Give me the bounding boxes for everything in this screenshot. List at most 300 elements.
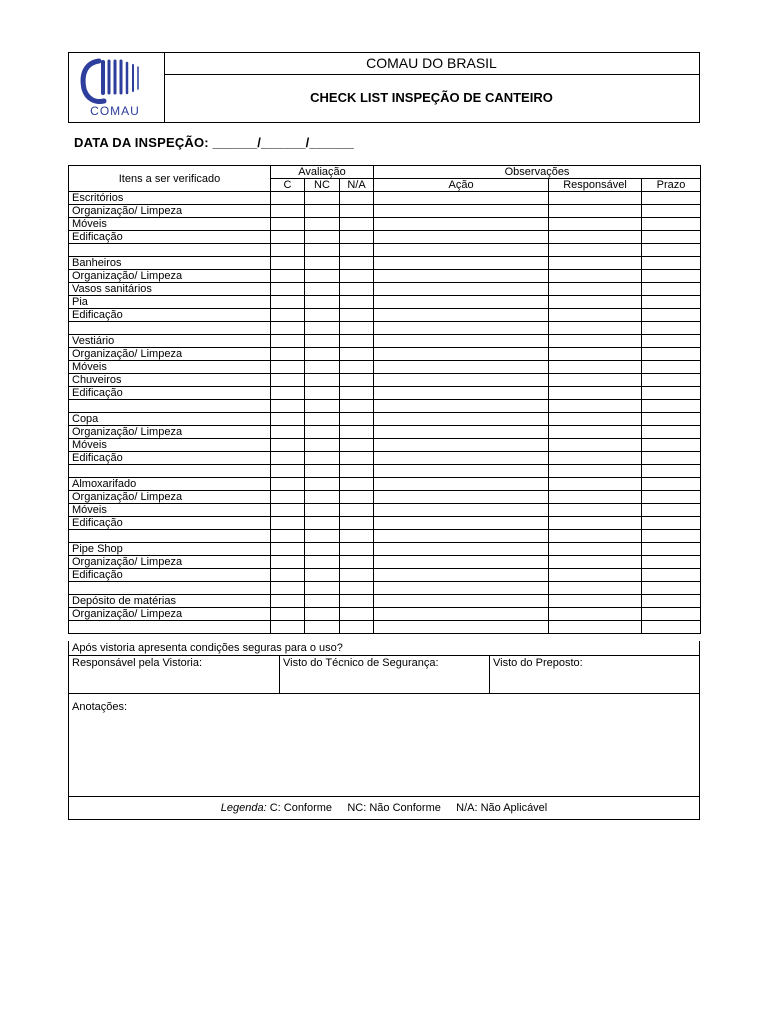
legend xyxy=(69,797,699,819)
cell-responsavel[interactable] xyxy=(549,270,642,283)
col-responsavel: Responsável xyxy=(549,179,642,192)
item-label xyxy=(69,244,271,257)
cell-na[interactable] xyxy=(340,504,374,517)
cell-nc[interactable] xyxy=(305,452,340,465)
responsavel-vistoria-label: Responsável pela Vistoria: xyxy=(72,657,203,669)
item-label xyxy=(69,465,271,478)
cell-acao[interactable] xyxy=(374,608,549,621)
col-acao: Ação xyxy=(374,179,549,192)
cell-c[interactable] xyxy=(271,231,305,244)
cell-na[interactable] xyxy=(340,452,374,465)
table-row xyxy=(69,309,701,322)
cell-prazo[interactable] xyxy=(642,413,701,426)
cell-prazo[interactable] xyxy=(642,205,701,218)
cell-prazo[interactable] xyxy=(642,335,701,348)
cell-na[interactable] xyxy=(340,309,374,322)
cell-prazo[interactable] xyxy=(642,621,701,634)
checklist-table xyxy=(68,165,701,634)
table-row xyxy=(69,517,701,530)
cell-acao[interactable] xyxy=(374,335,549,348)
cell-responsavel[interactable] xyxy=(549,257,642,270)
cell-prazo[interactable] xyxy=(642,595,701,608)
table-row xyxy=(69,426,701,439)
cell-prazo[interactable] xyxy=(642,257,701,270)
cell-nc[interactable] xyxy=(305,517,340,530)
cell-acao[interactable] xyxy=(374,296,549,309)
items-header: Itens a ser verificado xyxy=(69,166,271,192)
cell-acao[interactable] xyxy=(374,283,549,296)
cell-c[interactable] xyxy=(271,283,305,296)
cell-c[interactable] xyxy=(271,452,305,465)
cell-acao[interactable] xyxy=(374,478,549,491)
cell-prazo[interactable] xyxy=(642,231,701,244)
cell-na[interactable] xyxy=(340,530,374,543)
cell-responsavel[interactable] xyxy=(549,543,642,556)
item-label: Móveis xyxy=(69,218,271,231)
cell-c[interactable] xyxy=(271,491,305,504)
anotacoes-label: Anotações: xyxy=(72,701,128,713)
cell-prazo[interactable] xyxy=(642,478,701,491)
cell-nc[interactable] xyxy=(305,244,340,257)
table-row xyxy=(69,543,701,556)
signature-row xyxy=(69,656,699,694)
cell-c[interactable] xyxy=(271,426,305,439)
cell-na[interactable] xyxy=(340,439,374,452)
cell-nc[interactable] xyxy=(305,478,340,491)
cell-responsavel[interactable] xyxy=(549,530,642,543)
cell-acao[interactable] xyxy=(374,517,549,530)
cell-c[interactable] xyxy=(271,608,305,621)
cell-na[interactable] xyxy=(340,283,374,296)
cell-c[interactable] xyxy=(271,257,305,270)
cell-nc[interactable] xyxy=(305,361,340,374)
cell-responsavel[interactable] xyxy=(549,231,642,244)
table-row xyxy=(69,621,701,634)
cell-nc[interactable] xyxy=(305,491,340,504)
cell-c[interactable] xyxy=(271,218,305,231)
cell-c[interactable] xyxy=(271,309,305,322)
cell-nc[interactable] xyxy=(305,426,340,439)
cell-responsavel[interactable] xyxy=(549,608,642,621)
cell-prazo[interactable] xyxy=(642,296,701,309)
cell-na[interactable] xyxy=(340,270,374,283)
cell-responsavel[interactable] xyxy=(549,439,642,452)
cell-nc[interactable] xyxy=(305,569,340,582)
cell-c[interactable] xyxy=(271,543,305,556)
cell-na[interactable] xyxy=(340,582,374,595)
cell-c[interactable] xyxy=(271,244,305,257)
cell-acao[interactable] xyxy=(374,413,549,426)
col-nc: NC xyxy=(305,179,340,192)
cell-nc[interactable] xyxy=(305,556,340,569)
table-row xyxy=(69,205,701,218)
cell-c[interactable] xyxy=(271,621,305,634)
cell-prazo[interactable] xyxy=(642,491,701,504)
cell-responsavel[interactable] xyxy=(549,322,642,335)
item-label: Copa xyxy=(69,413,271,426)
cell-responsavel[interactable] xyxy=(549,205,642,218)
item-label xyxy=(69,530,271,543)
col-na: N/A xyxy=(340,179,374,192)
cell-prazo[interactable] xyxy=(642,244,701,257)
item-label: Escritórios xyxy=(69,192,271,205)
cell-nc[interactable] xyxy=(305,582,340,595)
cell-na[interactable] xyxy=(340,322,374,335)
item-label: Edificação xyxy=(69,569,271,582)
cell-acao[interactable] xyxy=(374,218,549,231)
cell-prazo[interactable] xyxy=(642,543,701,556)
table-row xyxy=(69,335,701,348)
cell-nc[interactable] xyxy=(305,400,340,413)
cell-prazo[interactable] xyxy=(642,309,701,322)
cell-nc[interactable] xyxy=(305,465,340,478)
cell-prazo[interactable] xyxy=(642,283,701,296)
cell-prazo[interactable] xyxy=(642,400,701,413)
cell-responsavel[interactable] xyxy=(549,621,642,634)
item-label xyxy=(69,400,271,413)
table-row xyxy=(69,296,701,309)
table-row xyxy=(69,413,701,426)
cell-na[interactable] xyxy=(340,192,374,205)
item-label: Organização/ Limpeza xyxy=(69,491,271,504)
item-label: Vasos sanitários xyxy=(69,283,271,296)
cell-nc[interactable] xyxy=(305,348,340,361)
table-row xyxy=(69,374,701,387)
cell-nc[interactable] xyxy=(305,192,340,205)
cell-acao[interactable] xyxy=(374,491,549,504)
cell-nc[interactable] xyxy=(305,205,340,218)
table-row xyxy=(69,348,701,361)
table-row xyxy=(69,257,701,270)
cell-responsavel[interactable] xyxy=(549,309,642,322)
cell-responsavel[interactable] xyxy=(549,192,642,205)
cell-responsavel[interactable] xyxy=(549,595,642,608)
cell-nc[interactable] xyxy=(305,439,340,452)
cell-c[interactable] xyxy=(271,530,305,543)
cell-na[interactable] xyxy=(340,478,374,491)
table-row xyxy=(69,569,701,582)
cell-responsavel[interactable] xyxy=(549,452,642,465)
cell-acao[interactable] xyxy=(374,244,549,257)
table-row xyxy=(69,504,701,517)
table-row xyxy=(69,400,701,413)
table-row xyxy=(69,491,701,504)
cell-na[interactable] xyxy=(340,244,374,257)
cell-nc[interactable] xyxy=(305,595,340,608)
cell-na[interactable] xyxy=(340,556,374,569)
cell-acao[interactable] xyxy=(374,231,549,244)
document-header xyxy=(68,52,700,123)
cell-prazo[interactable] xyxy=(642,218,701,231)
cell-nc[interactable] xyxy=(305,374,340,387)
table-row xyxy=(69,465,701,478)
cell-c[interactable] xyxy=(271,374,305,387)
cell-na[interactable] xyxy=(340,257,374,270)
cell-c[interactable] xyxy=(271,322,305,335)
item-label: Banheiros xyxy=(69,257,271,270)
safety-question: Após vistoria apresenta condições seguras para o uso? xyxy=(69,641,699,656)
cell-acao[interactable] xyxy=(374,361,549,374)
cell-na[interactable] xyxy=(340,491,374,504)
cell-c[interactable] xyxy=(271,582,305,595)
cell-acao[interactable] xyxy=(374,348,549,361)
preposto-field[interactable] xyxy=(490,656,699,693)
company-name: COMAU DO BRASIL xyxy=(164,53,699,75)
table-row xyxy=(69,478,701,491)
cell-na[interactable] xyxy=(340,608,374,621)
item-label: Edificação xyxy=(69,452,271,465)
cell-na[interactable] xyxy=(340,348,374,361)
cell-nc[interactable] xyxy=(305,621,340,634)
table-row xyxy=(69,556,701,569)
item-label xyxy=(69,322,271,335)
cell-na[interactable] xyxy=(340,296,374,309)
cell-nc[interactable] xyxy=(305,322,340,335)
cell-na[interactable] xyxy=(340,335,374,348)
cell-c[interactable] xyxy=(271,348,305,361)
cell-responsavel[interactable] xyxy=(549,569,642,582)
cell-na[interactable] xyxy=(340,374,374,387)
cell-acao[interactable] xyxy=(374,322,549,335)
cell-acao[interactable] xyxy=(374,426,549,439)
legend-label: Legenda: xyxy=(220,802,267,814)
cell-na[interactable] xyxy=(340,543,374,556)
item-label: Vestiário xyxy=(69,335,271,348)
logo-lettering: COMAU xyxy=(90,104,140,118)
cell-acao[interactable] xyxy=(374,270,549,283)
table-row xyxy=(69,530,701,543)
item-label: Chuveiros xyxy=(69,374,271,387)
comau-logo xyxy=(69,53,164,122)
cell-acao[interactable] xyxy=(374,465,549,478)
cell-acao[interactable] xyxy=(374,530,549,543)
cell-prazo[interactable] xyxy=(642,582,701,595)
legend-text: C: Conforme NC: Não Conforme N/A: Não Aplicável xyxy=(266,802,548,814)
item-label: Organização/ Limpeza xyxy=(69,348,271,361)
item-label: Móveis xyxy=(69,504,271,517)
table-row xyxy=(69,244,701,257)
checklist-body xyxy=(69,192,701,634)
avaliacao-header: Avaliação xyxy=(271,166,374,179)
item-label: Almoxarifado xyxy=(69,478,271,491)
cell-prazo[interactable] xyxy=(642,387,701,400)
cell-responsavel[interactable] xyxy=(549,556,642,569)
table-row xyxy=(69,595,701,608)
table-row xyxy=(69,452,701,465)
cell-c[interactable] xyxy=(271,192,305,205)
preposto-label: Visto do Preposto: xyxy=(493,657,583,669)
cell-acao[interactable] xyxy=(374,543,549,556)
cell-responsavel[interactable] xyxy=(549,517,642,530)
item-label: Móveis xyxy=(69,439,271,452)
cell-prazo[interactable] xyxy=(642,270,701,283)
table-row xyxy=(69,608,701,621)
cell-responsavel[interactable] xyxy=(549,296,642,309)
cell-nc[interactable] xyxy=(305,270,340,283)
cell-acao[interactable] xyxy=(374,621,549,634)
cell-na[interactable] xyxy=(340,361,374,374)
cell-acao[interactable] xyxy=(374,595,549,608)
cell-nc[interactable] xyxy=(305,296,340,309)
tecnico-seguranca-field[interactable] xyxy=(280,656,490,693)
cell-acao[interactable] xyxy=(374,556,549,569)
cell-c[interactable] xyxy=(271,400,305,413)
responsavel-vistoria-field[interactable] xyxy=(69,656,280,693)
cell-prazo[interactable] xyxy=(642,452,701,465)
cell-responsavel[interactable] xyxy=(549,491,642,504)
cell-c[interactable] xyxy=(271,478,305,491)
cell-responsavel[interactable] xyxy=(549,218,642,231)
cell-prazo[interactable] xyxy=(642,504,701,517)
table-row xyxy=(69,270,701,283)
item-label xyxy=(69,582,271,595)
cell-prazo[interactable] xyxy=(642,530,701,543)
item-label: Edificação xyxy=(69,517,271,530)
cell-nc[interactable] xyxy=(305,218,340,231)
document-title: CHECK LIST INSPEÇÃO DE CANTEIRO xyxy=(310,90,553,105)
cell-c[interactable] xyxy=(271,504,305,517)
cell-na[interactable] xyxy=(340,231,374,244)
table-row xyxy=(69,361,701,374)
cell-na[interactable] xyxy=(340,621,374,634)
cell-nc[interactable] xyxy=(305,231,340,244)
cell-c[interactable] xyxy=(271,569,305,582)
table-row xyxy=(69,283,701,296)
cell-na[interactable] xyxy=(340,387,374,400)
item-label: Organização/ Limpeza xyxy=(69,270,271,283)
table-row xyxy=(69,439,701,452)
item-label: Organização/ Limpeza xyxy=(69,426,271,439)
cell-acao[interactable] xyxy=(374,257,549,270)
cell-na[interactable] xyxy=(340,465,374,478)
cell-c[interactable] xyxy=(271,595,305,608)
cell-na[interactable] xyxy=(340,517,374,530)
cell-c[interactable] xyxy=(271,335,305,348)
cell-prazo[interactable] xyxy=(642,322,701,335)
tecnico-seguranca-label: Visto do Técnico de Segurança: xyxy=(283,657,439,669)
logo-cell xyxy=(69,53,165,122)
cell-prazo[interactable] xyxy=(642,569,701,582)
cell-prazo[interactable] xyxy=(642,426,701,439)
cell-prazo[interactable] xyxy=(642,517,701,530)
table-row xyxy=(69,387,701,400)
cell-prazo[interactable] xyxy=(642,374,701,387)
cell-responsavel[interactable] xyxy=(549,361,642,374)
cell-nc[interactable] xyxy=(305,387,340,400)
table-row xyxy=(69,231,701,244)
cell-na[interactable] xyxy=(340,569,374,582)
cell-responsavel[interactable] xyxy=(549,374,642,387)
cell-prazo[interactable] xyxy=(642,608,701,621)
item-label: Organização/ Limpeza xyxy=(69,205,271,218)
cell-acao[interactable] xyxy=(374,569,549,582)
cell-nc[interactable] xyxy=(305,504,340,517)
cell-acao[interactable] xyxy=(374,504,549,517)
cell-acao[interactable] xyxy=(374,400,549,413)
cell-c[interactable] xyxy=(271,296,305,309)
cell-responsavel[interactable] xyxy=(549,335,642,348)
cell-acao[interactable] xyxy=(374,374,549,387)
cell-na[interactable] xyxy=(340,595,374,608)
table-row xyxy=(69,322,701,335)
cell-na[interactable] xyxy=(340,426,374,439)
cell-nc[interactable] xyxy=(305,530,340,543)
cell-nc[interactable] xyxy=(305,543,340,556)
table-row xyxy=(69,218,701,231)
cell-prazo[interactable] xyxy=(642,556,701,569)
item-label: Pipe Shop xyxy=(69,543,271,556)
col-prazo: Prazo xyxy=(642,179,701,192)
item-label: Edificação xyxy=(69,231,271,244)
cell-acao[interactable] xyxy=(374,309,549,322)
cell-responsavel[interactable] xyxy=(549,504,642,517)
cell-c[interactable] xyxy=(271,439,305,452)
observacoes-header: Observações xyxy=(374,166,701,179)
cell-na[interactable] xyxy=(340,205,374,218)
cell-c[interactable] xyxy=(271,361,305,374)
cell-responsavel[interactable] xyxy=(549,387,642,400)
cell-responsavel[interactable] xyxy=(549,400,642,413)
cell-responsavel[interactable] xyxy=(549,244,642,257)
signature-section xyxy=(68,641,700,820)
cell-c[interactable] xyxy=(271,270,305,283)
table-row xyxy=(69,582,701,595)
cell-prazo[interactable] xyxy=(642,192,701,205)
cell-c[interactable] xyxy=(271,205,305,218)
cell-acao[interactable] xyxy=(374,205,549,218)
item-label xyxy=(69,621,271,634)
col-c: C xyxy=(271,179,305,192)
item-label: Edificação xyxy=(69,387,271,400)
cell-acao[interactable] xyxy=(374,439,549,452)
cell-responsavel[interactable] xyxy=(549,413,642,426)
cell-c[interactable] xyxy=(271,465,305,478)
cell-c[interactable] xyxy=(271,556,305,569)
cell-na[interactable] xyxy=(340,218,374,231)
item-label: Edificação xyxy=(69,309,271,322)
table-row xyxy=(69,192,701,205)
cell-nc[interactable] xyxy=(305,335,340,348)
cell-prazo[interactable] xyxy=(642,361,701,374)
cell-nc[interactable] xyxy=(305,257,340,270)
cell-acao[interactable] xyxy=(374,582,549,595)
cell-c[interactable] xyxy=(271,517,305,530)
cell-prazo[interactable] xyxy=(642,465,701,478)
cell-acao[interactable] xyxy=(374,192,549,205)
cell-responsavel[interactable] xyxy=(549,465,642,478)
cell-acao[interactable] xyxy=(374,452,549,465)
cell-na[interactable] xyxy=(340,400,374,413)
cell-c[interactable] xyxy=(271,413,305,426)
cell-nc[interactable] xyxy=(305,608,340,621)
item-label: Móveis xyxy=(69,361,271,374)
cell-na[interactable] xyxy=(340,413,374,426)
anotacoes-field[interactable] xyxy=(69,694,699,797)
cell-nc[interactable] xyxy=(305,283,340,296)
cell-nc[interactable] xyxy=(305,413,340,426)
cell-responsavel[interactable] xyxy=(549,283,642,296)
item-label: Organização/ Limpeza xyxy=(69,556,271,569)
cell-acao[interactable] xyxy=(374,387,549,400)
cell-responsavel[interactable] xyxy=(549,478,642,491)
cell-responsavel[interactable] xyxy=(549,348,642,361)
cell-nc[interactable] xyxy=(305,309,340,322)
cell-c[interactable] xyxy=(271,387,305,400)
cell-responsavel[interactable] xyxy=(549,426,642,439)
cell-responsavel[interactable] xyxy=(549,582,642,595)
cell-prazo[interactable] xyxy=(642,439,701,452)
cell-prazo[interactable] xyxy=(642,348,701,361)
